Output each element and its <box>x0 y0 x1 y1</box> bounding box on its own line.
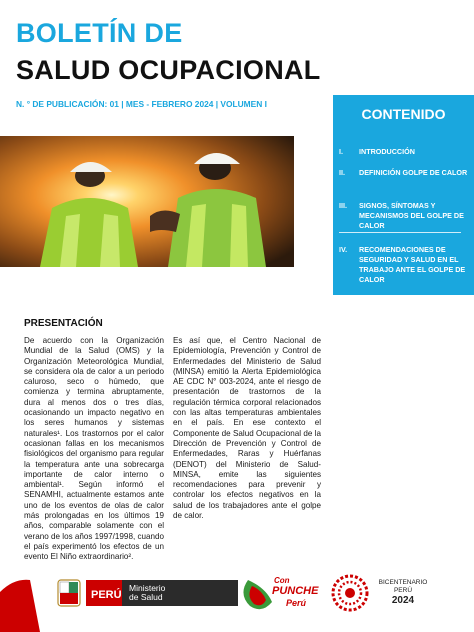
toc-label: DEFINICIÓN GOLPE DE CALOR <box>359 168 468 177</box>
campaign-peru: Perú <box>286 598 307 608</box>
bicentenario-line1: BICENTENARIO <box>378 579 428 586</box>
body-text-column-right: Es así que, el Centro Nacional de Epidemiología, Prevención y Control de Enfermedades del Ministerio de Salud (MINSA) emitió la Alerta Epidemiológica AE CDC N° 003-2024, ante el riesgo de presentación de trastornos de la regulación térmica corporal relacionados con las altas temperaturas ambientales en el país. En ese contexto el Componente de Salud Ocupacional de la Dirección de Prevención y Control de Enfermedades, Raras y Huérfanas (DENOT) del Ministerio de Salud-MINSA, emite las siguientes recomendaciones para prevenir y controlar los efectos negativos en la salud de los trabajadores ante el golpe de calor. <box>173 336 321 521</box>
bicentenario-line2: PERÚ <box>393 587 413 594</box>
bicentenario-text <box>372 579 434 606</box>
publication-info: N. ° DE PUBLICACIÓN: 01 | MES - FEBRERO 2024 | VOLUMEN I <box>16 99 267 109</box>
bicentenario-year: 2024 <box>391 595 415 606</box>
toc-item-signs-symptoms[interactable] <box>333 201 474 231</box>
coat-of-arms-icon <box>58 580 80 606</box>
toc-label: INTRODUCCIÓN <box>359 147 415 156</box>
campaign-con: Con <box>274 576 290 585</box>
campaign-punche: PUNCHE <box>272 585 319 597</box>
ministry-label <box>129 584 165 602</box>
toc-item-definition[interactable] <box>333 168 474 178</box>
toc-label: RECOMENDACIONES DE SEGURIDAD Y SALUD EN EL TRABAJO ANTE EL GOLPE DE CALOR <box>359 245 466 284</box>
toc-item-recommendations[interactable] <box>333 245 474 285</box>
toc-number: II. <box>339 168 345 177</box>
contents-sidebar <box>333 95 474 295</box>
punche-peru-logo <box>243 580 272 609</box>
toc-number: I. <box>339 147 343 156</box>
bulletin-title-line2: SALUD OCUPACIONAL <box>16 55 321 85</box>
body-text-column-left: De acuerdo con la Organización Mundial de la Salud (OMS) y la Organización Meteorológica Mundial, se considera ola de calor a un periodo caluroso, seco o húmedo, que comienza y termina abruptamente, dura al menos dos o tres días, ocasionando un impacto negativo en los seres humanos y sistemas naturales¹. Los trastornos por el calor ocasionan fallas en los mecanismos fisiológicos del organismo para regular la temperatura ante una sobrecarga importante de calor interno o ambiental¹. Según informó el SENAMHI, actualmente estamos ante uno de los eventos de olas de calor más prolongadas en los últimos 19 años, comparable solamente con el verano de los años 1997/1998, cuando el país experimentó los efectos de un evento El Niño extraordinario². <box>24 336 164 562</box>
toc-number: IV. <box>339 245 348 254</box>
workers-sunset-photo <box>0 136 294 267</box>
footer-logos <box>0 562 474 632</box>
contents-title: CONTENIDO <box>361 106 446 122</box>
ministry-line2: de Salud <box>129 592 163 602</box>
toc-divider <box>339 232 461 233</box>
toc-number: III. <box>339 201 347 210</box>
bicentenario-sun-icon <box>333 576 367 610</box>
bulletin-title-line1: BOLETÍN DE <box>16 18 183 48</box>
peru-label: PERÚ <box>91 589 122 601</box>
ministry-line1: Ministerio <box>129 583 166 593</box>
red-wave-decoration <box>0 580 40 632</box>
toc-item-introduction[interactable] <box>333 147 474 157</box>
toc-label: SIGNOS, SÍNTOMAS Y MECANISMOS DEL GOLPE DE CALOR <box>359 201 464 230</box>
section-title-presentation: PRESENTACIÓN <box>24 318 103 329</box>
